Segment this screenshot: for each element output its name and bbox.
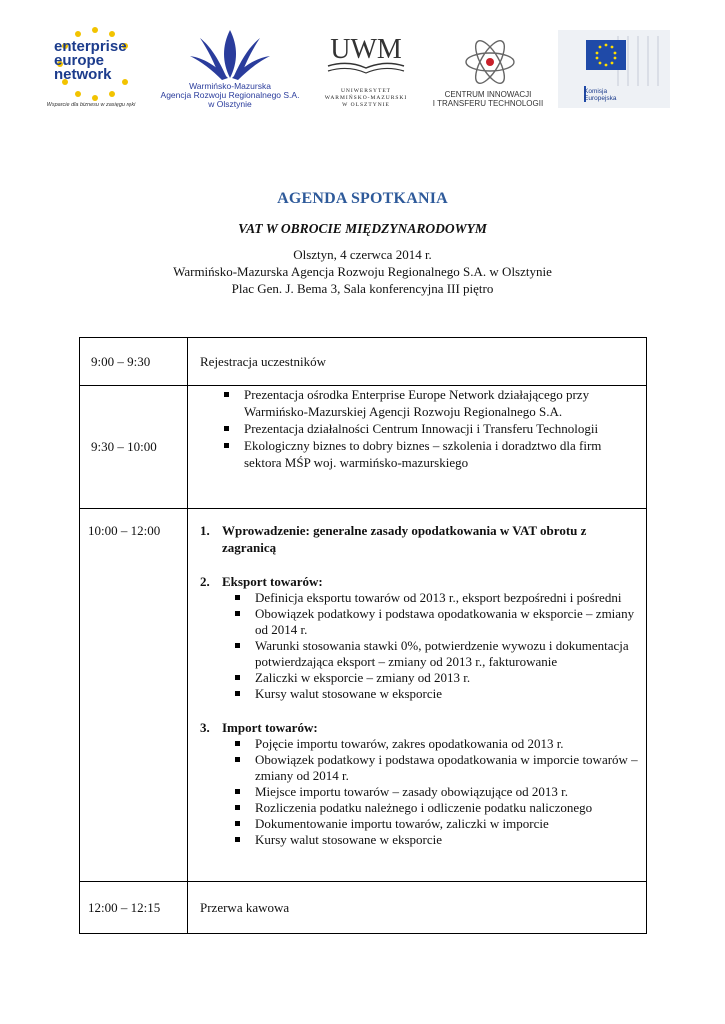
list-item: Prezentacja działalności Centrum Innowacji i Transferu Technologii [220,420,638,437]
section-number: 2. [200,574,210,589]
section-heading [200,573,638,590]
list-item: Zaliczki w eksporcie – zmiany od 2013 r. [232,670,638,686]
section-title: Wprowadzenie: generalne zasady opodatkowania w VAT obrotu z zagranicą [222,523,587,555]
ke-wordmark: Komisja Europejska [584,88,617,102]
list-item: Kursy walut stosowane w eksporcie [232,686,638,702]
venue-line: Warmińsko-Mazurska Agencja Rozwoju Regionalnego S.A. w Olsztynie [173,264,552,279]
agenda-row-presentations [80,386,647,509]
citt-logo [428,36,548,118]
list-item: Prezentacja ośrodka Enterprise Europe Network działającego przy Warmińsko-Mazurskiej Agencji Rozwoju Regionalnego S.A. [220,386,638,420]
list-item: Miejsce importu towarów – zasady obowiązujące od 2013 r. [232,784,638,800]
list-item: Obowiązek podatkowy i podstawa opodatkowania w imporcie towarów – zmiany od 2014 r. [232,752,638,784]
een-tagline: Wsparcie dla biznesu w zasięgu ręki [46,102,136,108]
enterprise-europe-network-logo [30,20,150,118]
agenda-row-coffee-break [80,882,647,934]
page-title: AGENDA SPOTKANIA [277,190,448,207]
list-item: Warunki stosowania stawki 0%, potwierdzenie wywozu i dokumentacja potwierdzająca eksport – zmiany od 2013 r., fakturowanie [232,638,638,670]
agenda-time: 9:30 – 10:00 [80,386,188,509]
section-title: Eksport towarów: [222,574,323,589]
list-item: Dokumentowanie importu towarów, zaliczki w imporcie [232,816,638,832]
section-title: Import towarów: [222,720,318,735]
agenda-table [79,337,647,934]
wmarr-wordmark: Warmińsko-Mazurska Agencja Rozwoju Regionalnego S.A. w Olsztynie [160,81,300,109]
agenda-row-registration [80,338,647,386]
atom-emblem-icon [462,36,518,88]
een-wordmark: enterprise europe network [54,38,127,83]
agenda-item: Przerwa kawowa [188,882,647,934]
list-item: Rozliczenia podatku należnego i odliczenie podatku naliczonego [232,800,638,816]
section-number: 1. [200,523,210,538]
logo-strip [28,18,678,122]
agenda-time: 9:00 – 9:30 [80,338,188,386]
citt-wordmark: CENTRUM INNOWACJI I TRANSFERU TECHNOLOGII [432,90,544,108]
agenda-item: Rejestracja uczestników [188,338,647,386]
meeting-info [0,246,725,297]
list-item: Kursy walut stosowane w eksporcie [232,832,638,848]
uwm-wordmark: UNIWERSYTET WARMIŃSKO-MAZURSKI W OLSZTYNIE [324,88,408,108]
list-item: Definicja eksportu towarów od 2013 r., eksport bezpośredni i pośredni [232,590,638,606]
section-heading [200,719,638,736]
export-topics-list [232,590,638,702]
agenda-time: 12:00 – 12:15 [80,882,188,934]
meeting-subtitle: VAT W OBROCIE MIĘDZYNARODOWYM [238,221,487,236]
list-item: Ekologiczny biznes to dobry biznes – szkolenia i doradztwo dla firm sektora MŚP woj. warmińsko-mazurskiego [220,437,638,471]
import-topics-list [232,736,638,848]
wmarr-logo [160,28,300,120]
uwm-mark-text: UWM [330,34,402,65]
lily-emblem-icon [182,28,278,80]
agenda-row-vat-training [80,509,647,882]
section-heading [200,522,638,556]
list-item: Pojęcie importu towarów, zakres opodatkowania od 2013 r. [232,736,638,752]
presentation-list [220,386,638,471]
european-commission-logo [558,30,670,108]
address-line: Plac Gen. J. Bema 3, Sala konferencyjna III piętro [231,281,494,296]
agenda-time: 10:00 – 12:00 [80,509,188,882]
date-line: Olsztyn, 4 czerwca 2014 r. [293,247,432,262]
section-number: 3. [200,720,210,735]
list-item: Obowiązek podatkowy i podstawa opodatkowania w eksporcie – zmiany od 2014 r. [232,606,638,638]
open-book-emblem-icon [322,28,410,78]
uwm-university-logo [316,24,416,122]
